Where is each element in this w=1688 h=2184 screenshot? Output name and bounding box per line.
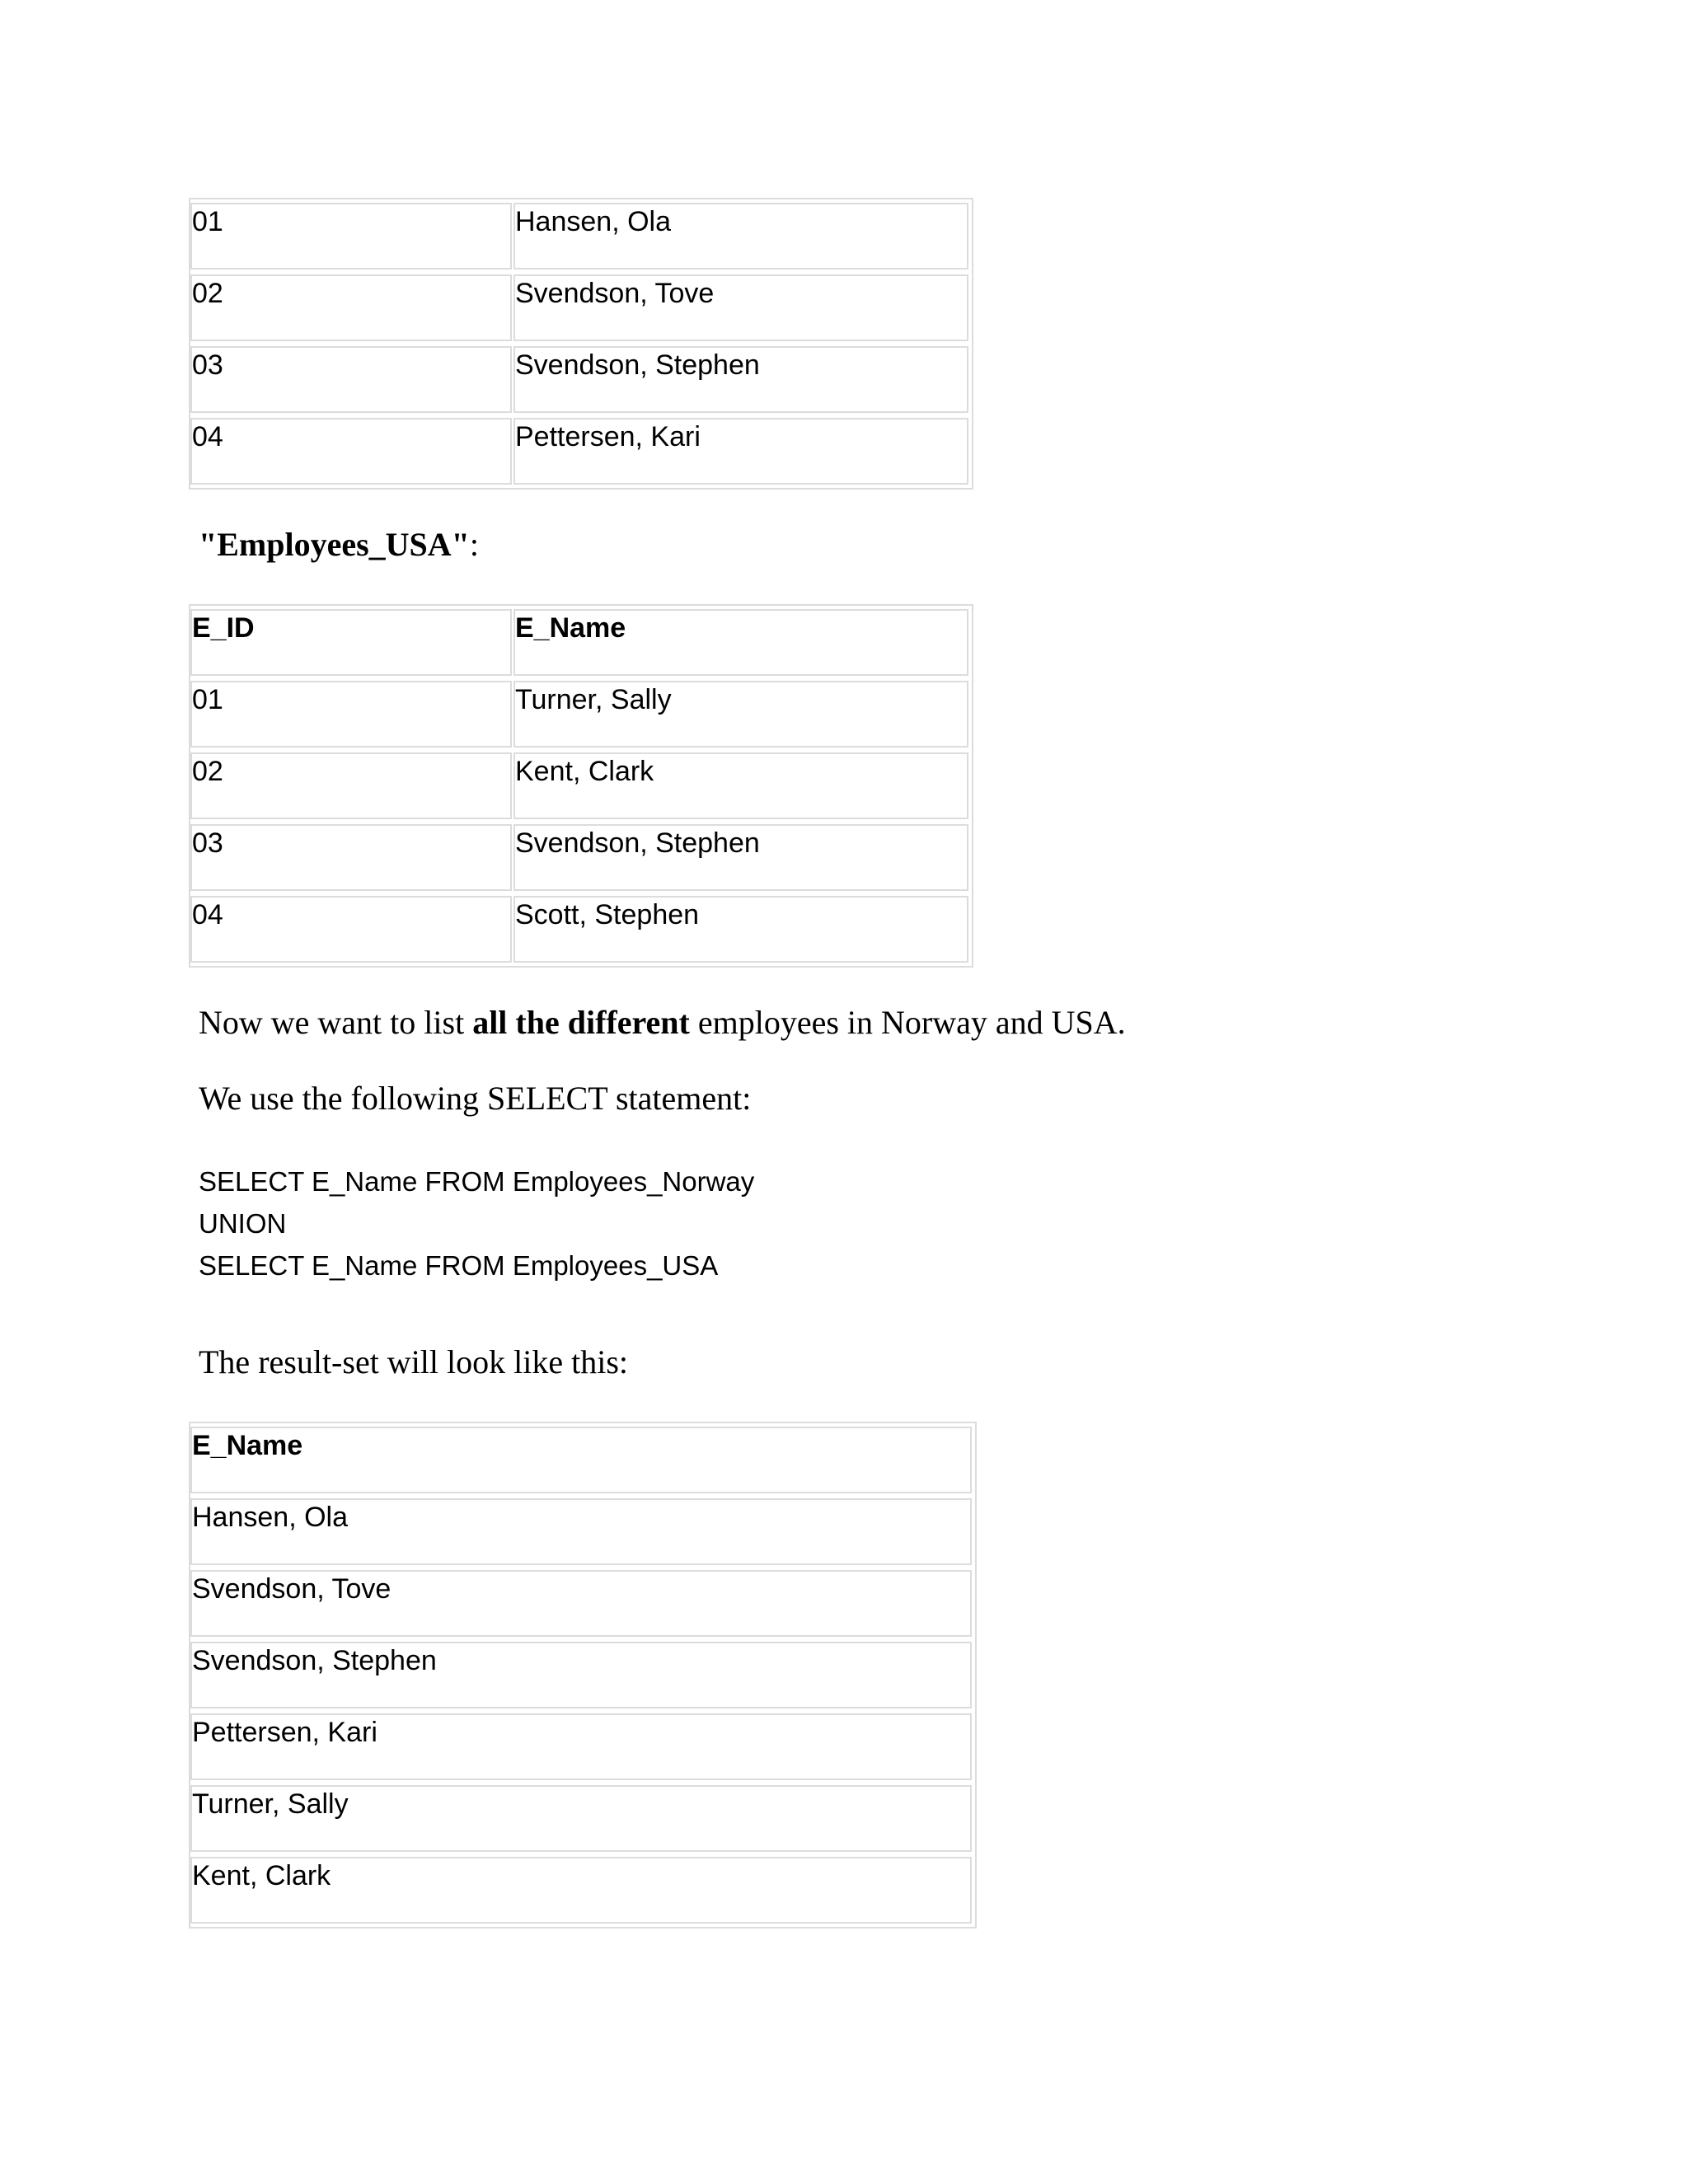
table-cell-id: 03 (190, 346, 512, 413)
table-row (194, 752, 968, 819)
table-cell-name: Svendson, Tove (513, 274, 968, 341)
table-cell-id: 04 (190, 418, 512, 485)
table-header-row (194, 1427, 972, 1493)
table-cell-name: Hansen, Ola (513, 203, 968, 269)
table-cell-name: Turner, Sally (190, 1785, 972, 1852)
table-row (194, 896, 968, 963)
table-row (194, 681, 968, 748)
table-cell-name: Scott, Stephen (513, 896, 968, 963)
table-cell-name: Kent, Clark (190, 1857, 972, 1924)
table-cell-id: 02 (190, 752, 512, 819)
table-cell-name: Hansen, Ola (190, 1498, 972, 1565)
sql-line: UNION (199, 1208, 287, 1239)
table-row (194, 1498, 972, 1565)
table-cell-name: Pettersen, Kari (513, 418, 968, 485)
intro-paragraph (199, 1004, 1126, 1042)
column-header-id: E_ID (190, 609, 512, 676)
table-row (194, 346, 968, 413)
table-cell-id: 04 (190, 896, 512, 963)
norway-employees-table (189, 198, 973, 490)
table-row (194, 1857, 972, 1924)
sql-statement (199, 1160, 754, 1286)
usa-employees-table (189, 604, 973, 968)
column-header-name: E_Name (190, 1427, 972, 1493)
result-set-table (189, 1422, 977, 1929)
usa-table-heading-colon: : (469, 526, 479, 563)
table-cell-id: 01 (190, 681, 512, 748)
table-row (194, 1713, 972, 1780)
usa-table-heading (199, 526, 479, 564)
table-row (194, 1570, 972, 1637)
table-cell-id: 02 (190, 274, 512, 341)
result-intro: The result-set will look like this: (199, 1343, 629, 1380)
table-cell-name: Svendson, Stephen (513, 824, 968, 891)
table-cell-id: 01 (190, 203, 512, 269)
intro-text-bold: all the different (472, 1004, 690, 1041)
table-row (194, 203, 968, 269)
table-row (194, 274, 968, 341)
table-cell-name: Kent, Clark (513, 752, 968, 819)
column-header-name: E_Name (513, 609, 968, 676)
table-cell-name: Turner, Sally (513, 681, 968, 748)
intro-text-after: employees in Norway and USA. (689, 1004, 1126, 1041)
sql-line: SELECT E_Name FROM Employees_USA (199, 1250, 719, 1281)
statement-intro: We use the following SELECT statement: (199, 1080, 752, 1117)
table-cell-name: Pettersen, Kari (190, 1713, 972, 1780)
sql-line: SELECT E_Name FROM Employees_Norway (199, 1166, 755, 1197)
table-row (194, 1642, 972, 1708)
table-row (194, 418, 968, 485)
intro-text-before: Now we want to list (199, 1004, 473, 1041)
usa-table-name: "Employees_USA" (199, 526, 470, 563)
table-cell-name: Svendson, Stephen (513, 346, 968, 413)
table-header-row (194, 609, 968, 676)
table-cell-name: Svendson, Stephen (190, 1642, 972, 1708)
table-cell-id: 03 (190, 824, 512, 891)
table-cell-name: Svendson, Tove (190, 1570, 972, 1637)
table-row (194, 1785, 972, 1852)
table-row (194, 824, 968, 891)
